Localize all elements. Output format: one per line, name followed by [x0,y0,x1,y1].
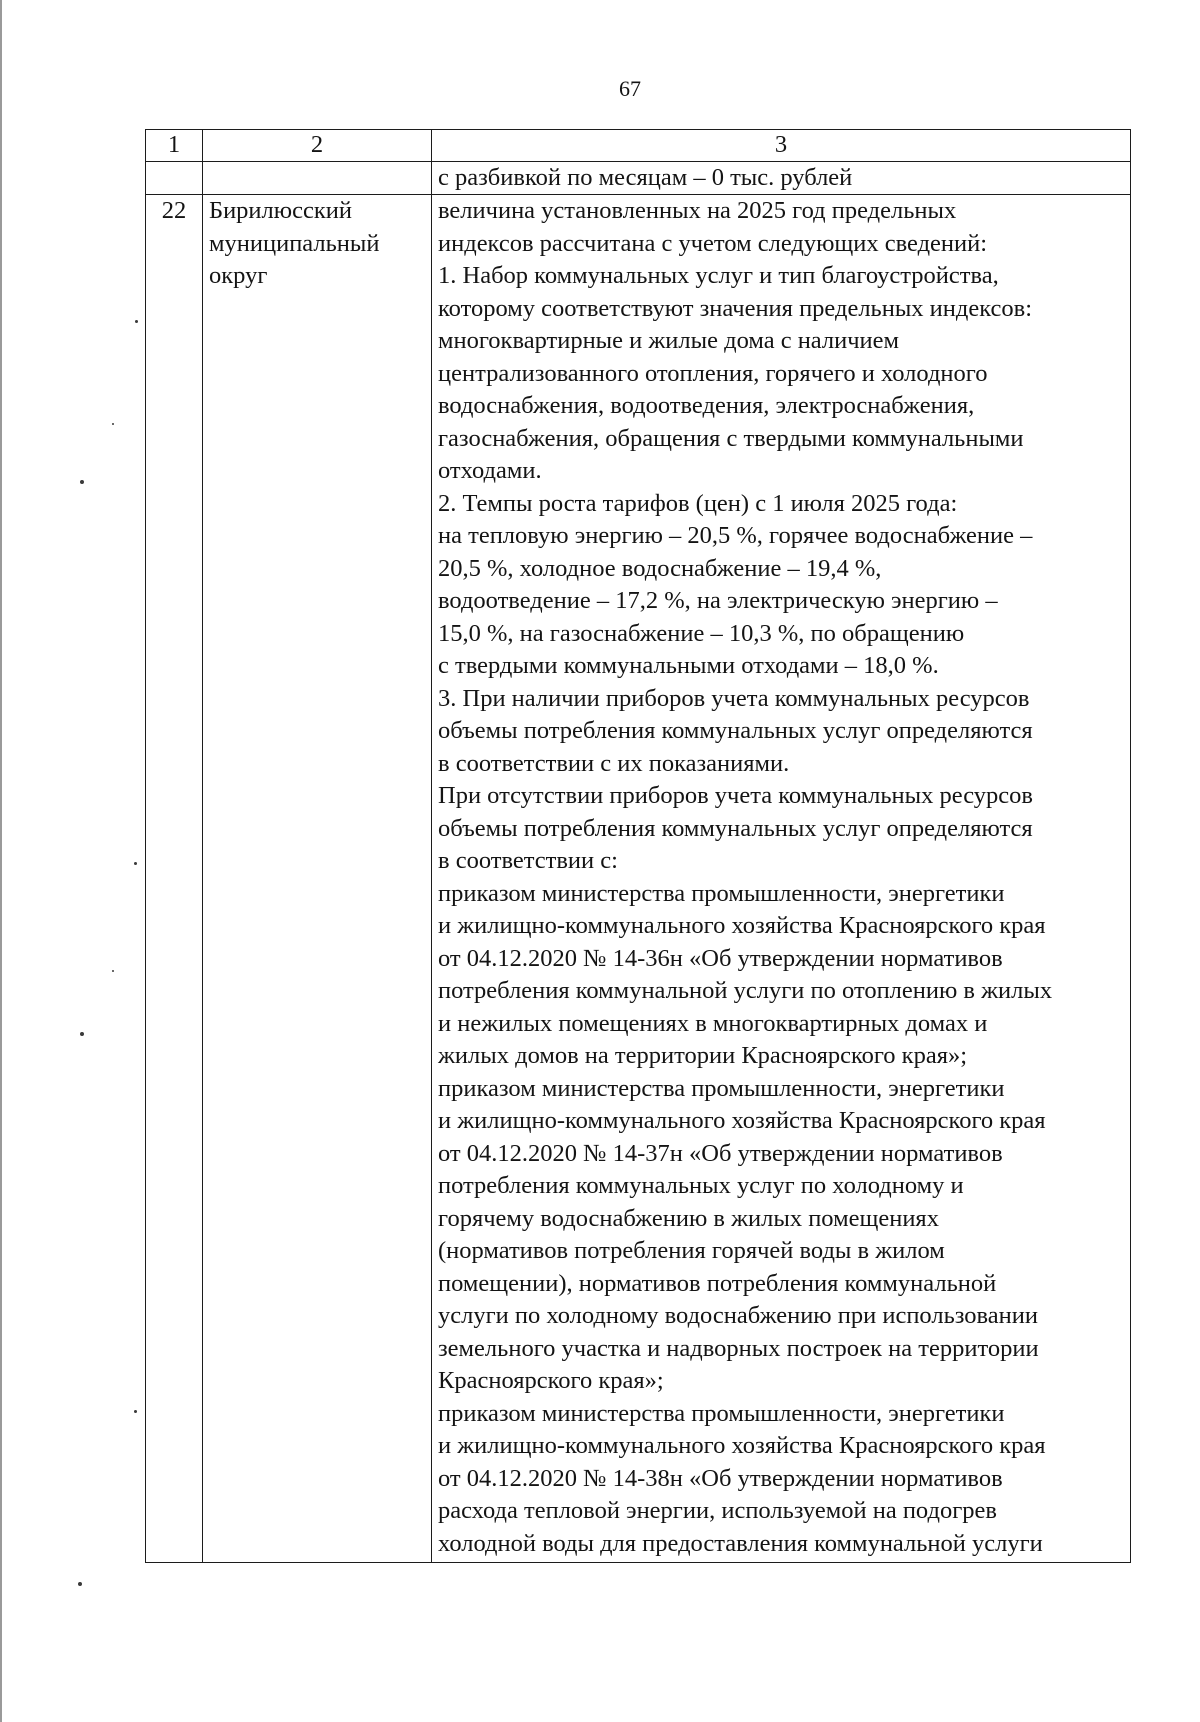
description-line: Красноярского края»; [438,1367,664,1394]
description-line: с твердыми коммунальными отходами – 18,0 %. [438,652,939,679]
scan-speck [112,423,114,425]
continuation-row [146,162,1131,195]
description-line: многоквартирные и жилые дома с наличием [438,327,900,354]
description-line: централизованного отопления, горячего и холодного [438,359,988,387]
description-line: от 04.12.2020 № 14-36н «Об утверждении нормативов [438,944,1003,972]
continuation-num-cell [146,162,203,195]
description-cell [432,195,1131,1563]
header-cell-1: 1 [146,130,203,162]
description-line: 2. Темпы роста тарифов (цен) с 1 июля 2025 года: [438,489,958,517]
description-line: водоснабжения, водоотведения, электроснабжения, [438,392,975,419]
header-cell-3: 3 [432,130,1131,162]
description-line: потребления коммунальной услуги по отоплению в жилых [438,977,1053,1004]
description-line: и жилищно-коммунального хозяйства Красноярского края [438,912,1046,939]
description-line: (нормативов потребления горячей воды в жилом [438,1237,945,1264]
description-line: и нежилых помещениях в многоквартирных домах и [438,1009,988,1037]
description-line: от 04.12.2020 № 14-37н «Об утверждении нормативов [438,1139,1003,1167]
scan-speck [134,1410,137,1413]
table-row [146,195,1131,1563]
description-line: земельного участка и надворных построек на территории [438,1334,1039,1362]
description-line: приказом министерства промышленности, энергетики [438,1074,1005,1102]
description-line: приказом министерства промышленности, энергетики [438,1399,1005,1427]
description-line: на тепловую энергию – 20,5 %, горячее водоснабжение – [438,522,1033,549]
table-header-row [146,130,1131,162]
description-line: в соответствии с: [438,847,618,874]
description-line: 1. Набор коммунальных услуг и тип благоустройства, [438,262,999,289]
scan-speck [78,1582,82,1586]
page-number: 67 [619,76,641,101]
header-cell-2: 2 [203,130,432,162]
description-line: объемы потребления коммунальных услуг определяются [438,814,1033,842]
description-line: жилых домов на территории Красноярского края»; [438,1042,968,1069]
description-line: от 04.12.2020 № 14-38н «Об утверждении нормативов [438,1464,1003,1492]
description-line: При отсутствии приборов учета коммунальных ресурсов [438,782,1033,809]
scan-speck [135,320,138,323]
scan-speck [80,480,84,484]
row-number-cell: 22 [146,195,203,1563]
description-line: 15,0 %, на газоснабжение – 10,3 %, по обращению [438,619,965,647]
scan-speck [80,1032,84,1036]
description-line: газоснабжения, обращения с твердыми коммунальными [438,424,1024,452]
description-line: в соответствии с их показаниями. [438,749,790,777]
municipality-name-cell [203,195,432,1563]
continuation-name-cell [203,162,432,195]
description-line: расхода тепловой энергии, используемой на подогрев [438,1497,997,1524]
description-line: отходами. [438,457,542,484]
description-line: приказом министерства промышленности, энергетики [438,879,1005,907]
scan-speck [112,970,114,972]
description-line: 3. При наличии приборов учета коммунальных ресурсов [438,684,1030,712]
description-line: горячему водоснабжению в жилых помещениях [438,1204,939,1232]
scan-speck [134,862,137,865]
description-line: и жилищно-коммунального хозяйства Красноярского края [438,1107,1046,1134]
municipality-name-line: Бирилюсский [209,197,352,224]
document-table [145,129,1131,1563]
scan-edge [0,0,2,1722]
description-line: индексов рассчитана с учетом следующих сведений: [438,229,988,257]
description-line: помещении), нормативов потребления коммунальной [438,1269,997,1297]
description-line: 20,5 %, холодное водоснабжение – 19,4 %, [438,554,882,582]
description-line: объемы потребления коммунальных услуг определяются [438,717,1033,744]
continuation-text-cell: с разбивкой по месяцам – 0 тыс. рублей [432,162,1131,195]
municipality-name-line: муниципальный [209,229,380,257]
description-line: величина установленных на 2025 год предельных [438,197,957,224]
description-line: потребления коммунальных услуг по холодному и [438,1172,964,1199]
description-line: холодной воды для предоставления коммунальной услуги [438,1529,1043,1557]
description-line: и жилищно-коммунального хозяйства Красноярского края [438,1432,1046,1459]
description-line: которому соответствуют значения предельных индексов: [438,294,1033,322]
description-line: услуги по холодному водоснабжению при использовании [438,1302,1038,1329]
description-line: водоотведение – 17,2 %, на электрическую энергию – [438,587,998,614]
municipality-name-line: округ [209,262,268,289]
